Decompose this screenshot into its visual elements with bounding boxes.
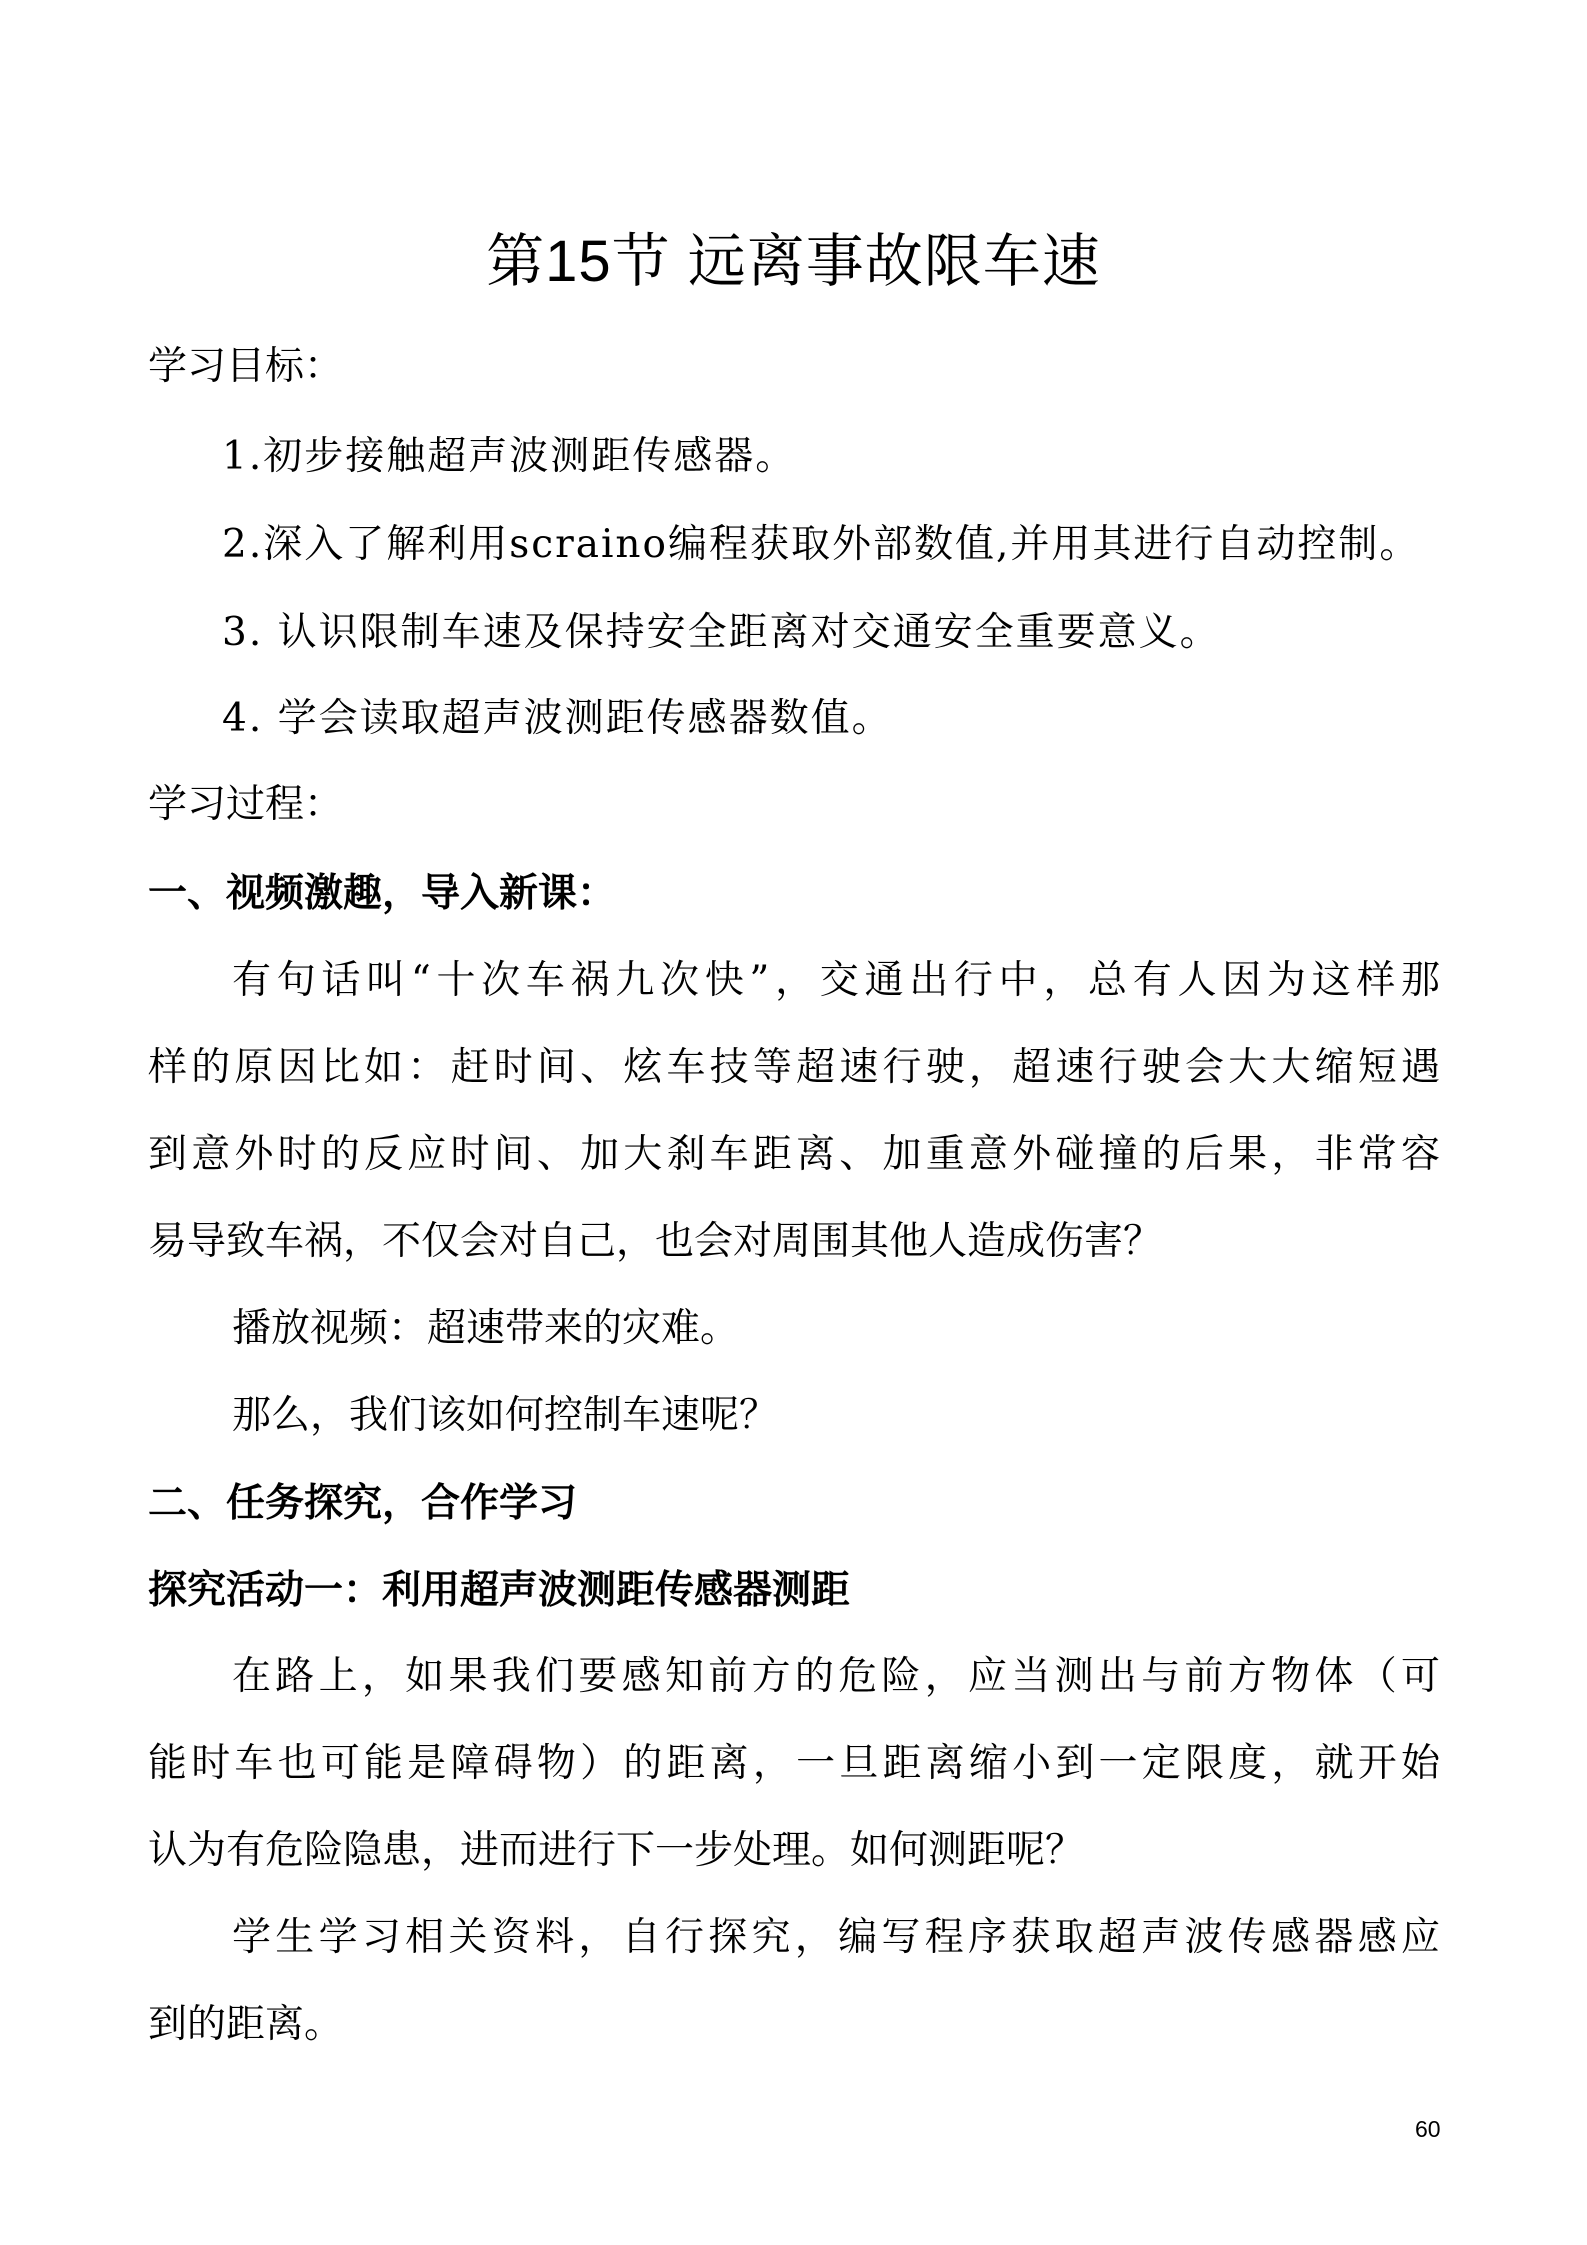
section-1-paragraph-line: 样的原因比如：赶时间、炫车技等超速行驶，超速行驶会大大缩短遇 — [148, 1045, 1440, 1090]
goal-item-2: 2.深入了解利用scraino编程获取外部数值,并用其进行自动控制。 — [222, 522, 1421, 567]
goal-item-1: 1.初步接触超声波测距传感器。 — [222, 434, 797, 479]
activity-1-heading: 探究活动一：利用超声波测距传感器测距 — [148, 1567, 851, 1613]
section-1-heading: 一、视频激趣，导入新课： — [148, 870, 617, 916]
question-text: 那么，我们该如何控制车速呢？ — [232, 1393, 779, 1438]
section-2-heading: 二、任务探究，合作学习 — [148, 1480, 578, 1526]
section-1-paragraph-line: 有句话叫“十次车祸九次快”，交通出行中，总有人因为这样那 — [232, 958, 1440, 1003]
student-task-line: 到的距离。 — [148, 2002, 344, 2047]
section-1-paragraph-line: 易导致车祸，不仅会对自己，也会对周围其他人造成伤害？ — [148, 1219, 1163, 1264]
section-1-paragraph-line: 到意外时的反应时间、加大刹车距离、加重意外碰撞的后果，非常容 — [148, 1132, 1440, 1177]
goal-item-3: 3. 认识限制车速及保持安全距离对交通安全重要意义。 — [222, 610, 1221, 655]
activity-paragraph-line: 在路上，如果我们要感知前方的危险，应当测出与前方物体（可 — [232, 1654, 1440, 1699]
activity-paragraph-line: 认为有危险隐患，进而进行下一步处理。如何测距呢？ — [148, 1828, 1085, 1873]
goal-item-4: 4. 学会读取超声波测距传感器数值。 — [222, 696, 893, 741]
learning-process-heading: 学习过程： — [148, 782, 344, 827]
page-number: 60 — [1415, 2116, 1441, 2142]
activity-paragraph-line: 能时车也可能是障碍物）的距离，一旦距离缩小到一定限度，就开始 — [148, 1741, 1440, 1786]
play-video-text: 播放视频：超速带来的灾难。 — [232, 1306, 740, 1351]
page-title: 第15节 远离事故限车速 — [486, 229, 1101, 294]
learning-goals-heading: 学习目标： — [148, 344, 344, 389]
student-task-line: 学生学习相关资料，自行探究，编写程序获取超声波传感器感应 — [232, 1915, 1440, 1960]
